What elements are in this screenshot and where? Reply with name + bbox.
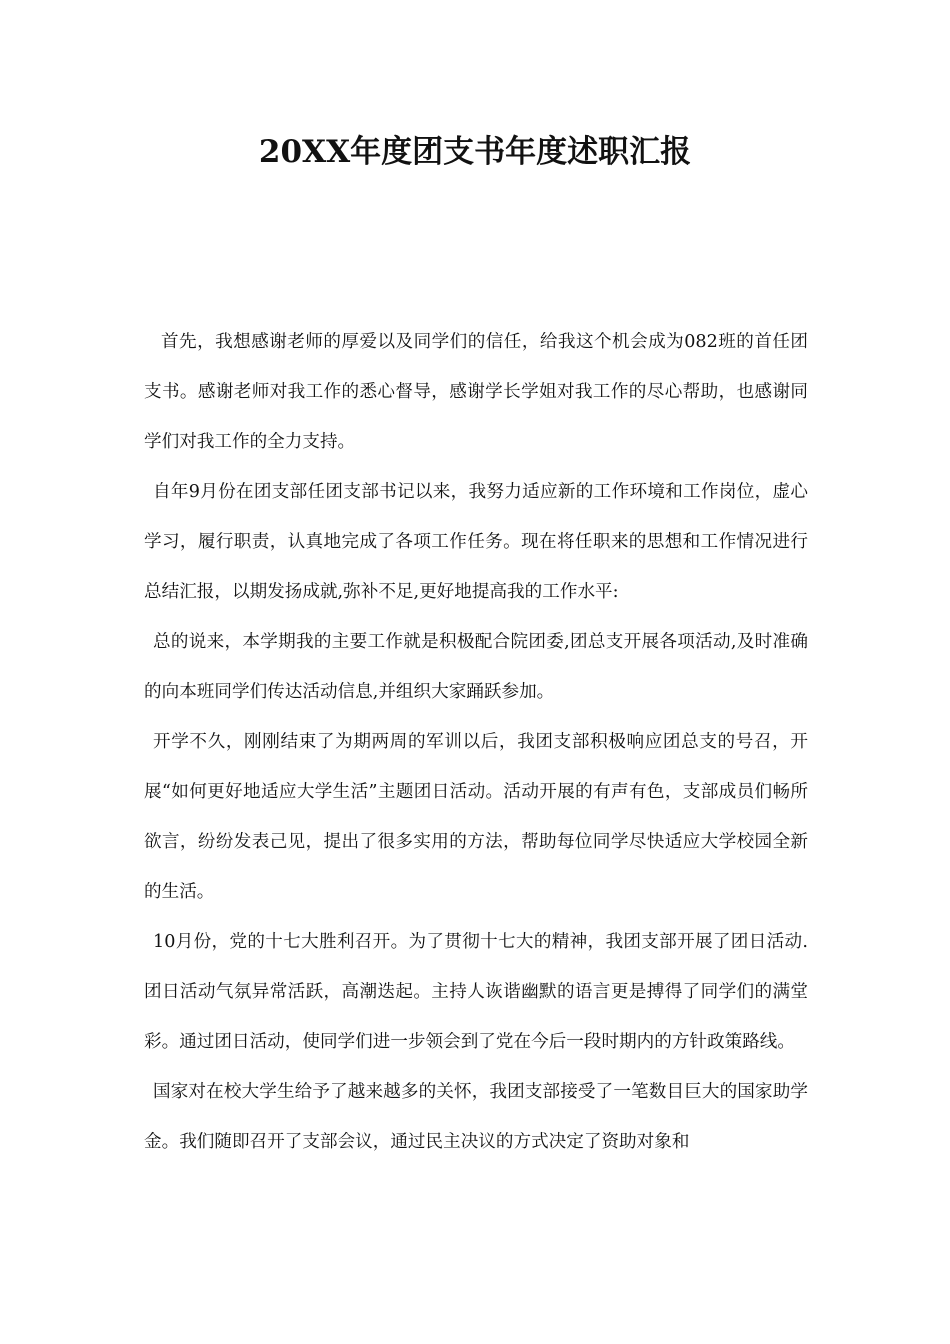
paragraph-congress-activity: 10月份，党的十七大胜利召开。为了贯彻十七大的精神，我团支部开展了团日活动.团日活动气氛异常活跃，高潮迭起。主持人诙谐幽默的语言更是搏得了同学们的满堂彩。通过团日活动，使同学们进一步领会到了党在今后一段时期内的方针政策路线。: [144, 932, 808, 1052]
document-body: [144, 317, 808, 1167]
paragraph-scholarship: 国家对在校大学生给予了越来越多的关怀，我团支部接受了一笔数目巨大的国家助学金。我们随即召开了支部会议，通过民主决议的方式决定了资助对象和: [144, 1082, 808, 1152]
paragraph-thanks: 首先，我想感谢老师的厚爱以及同学们的信任，给我这个机会成为082班的首任团支书。感谢老师对我工作的悉心督导，感谢学长学姐对我工作的尽心帮助，也感谢同学们对我工作的全力支持。: [144, 332, 808, 452]
paragraph-summary: 总的说来，本学期我的主要工作就是积极配合院团委,团总支开展各项活动,及时准确的向本班同学们传达活动信息,并组织大家踊跃参加。: [144, 632, 808, 702]
document-title: 20XX年度团支书年度述职汇报: [258, 134, 692, 170]
paragraph-orientation-activity: 开学不久，刚刚结束了为期两周的军训以后，我团支部积极响应团总支的号召，开展“如何更好地适应大学生活”主题团日活动。活动开展的有声有色，支部成员们畅所欲言，纷纷发表己见，提出了很多实用的方法，帮助每位同学尽快适应大学校园全新的生活。: [144, 732, 808, 902]
paragraph-appointment: 自年9月份在团支部任团支部书记以来，我努力适应新的工作环境和工作岗位，虚心学习，履行职责，认真地完成了各项工作任务。现在将任职来的思想和工作情况进行总结汇报，以期发扬成就,弥补不足,更好地提高我的工作水平:: [144, 482, 808, 602]
